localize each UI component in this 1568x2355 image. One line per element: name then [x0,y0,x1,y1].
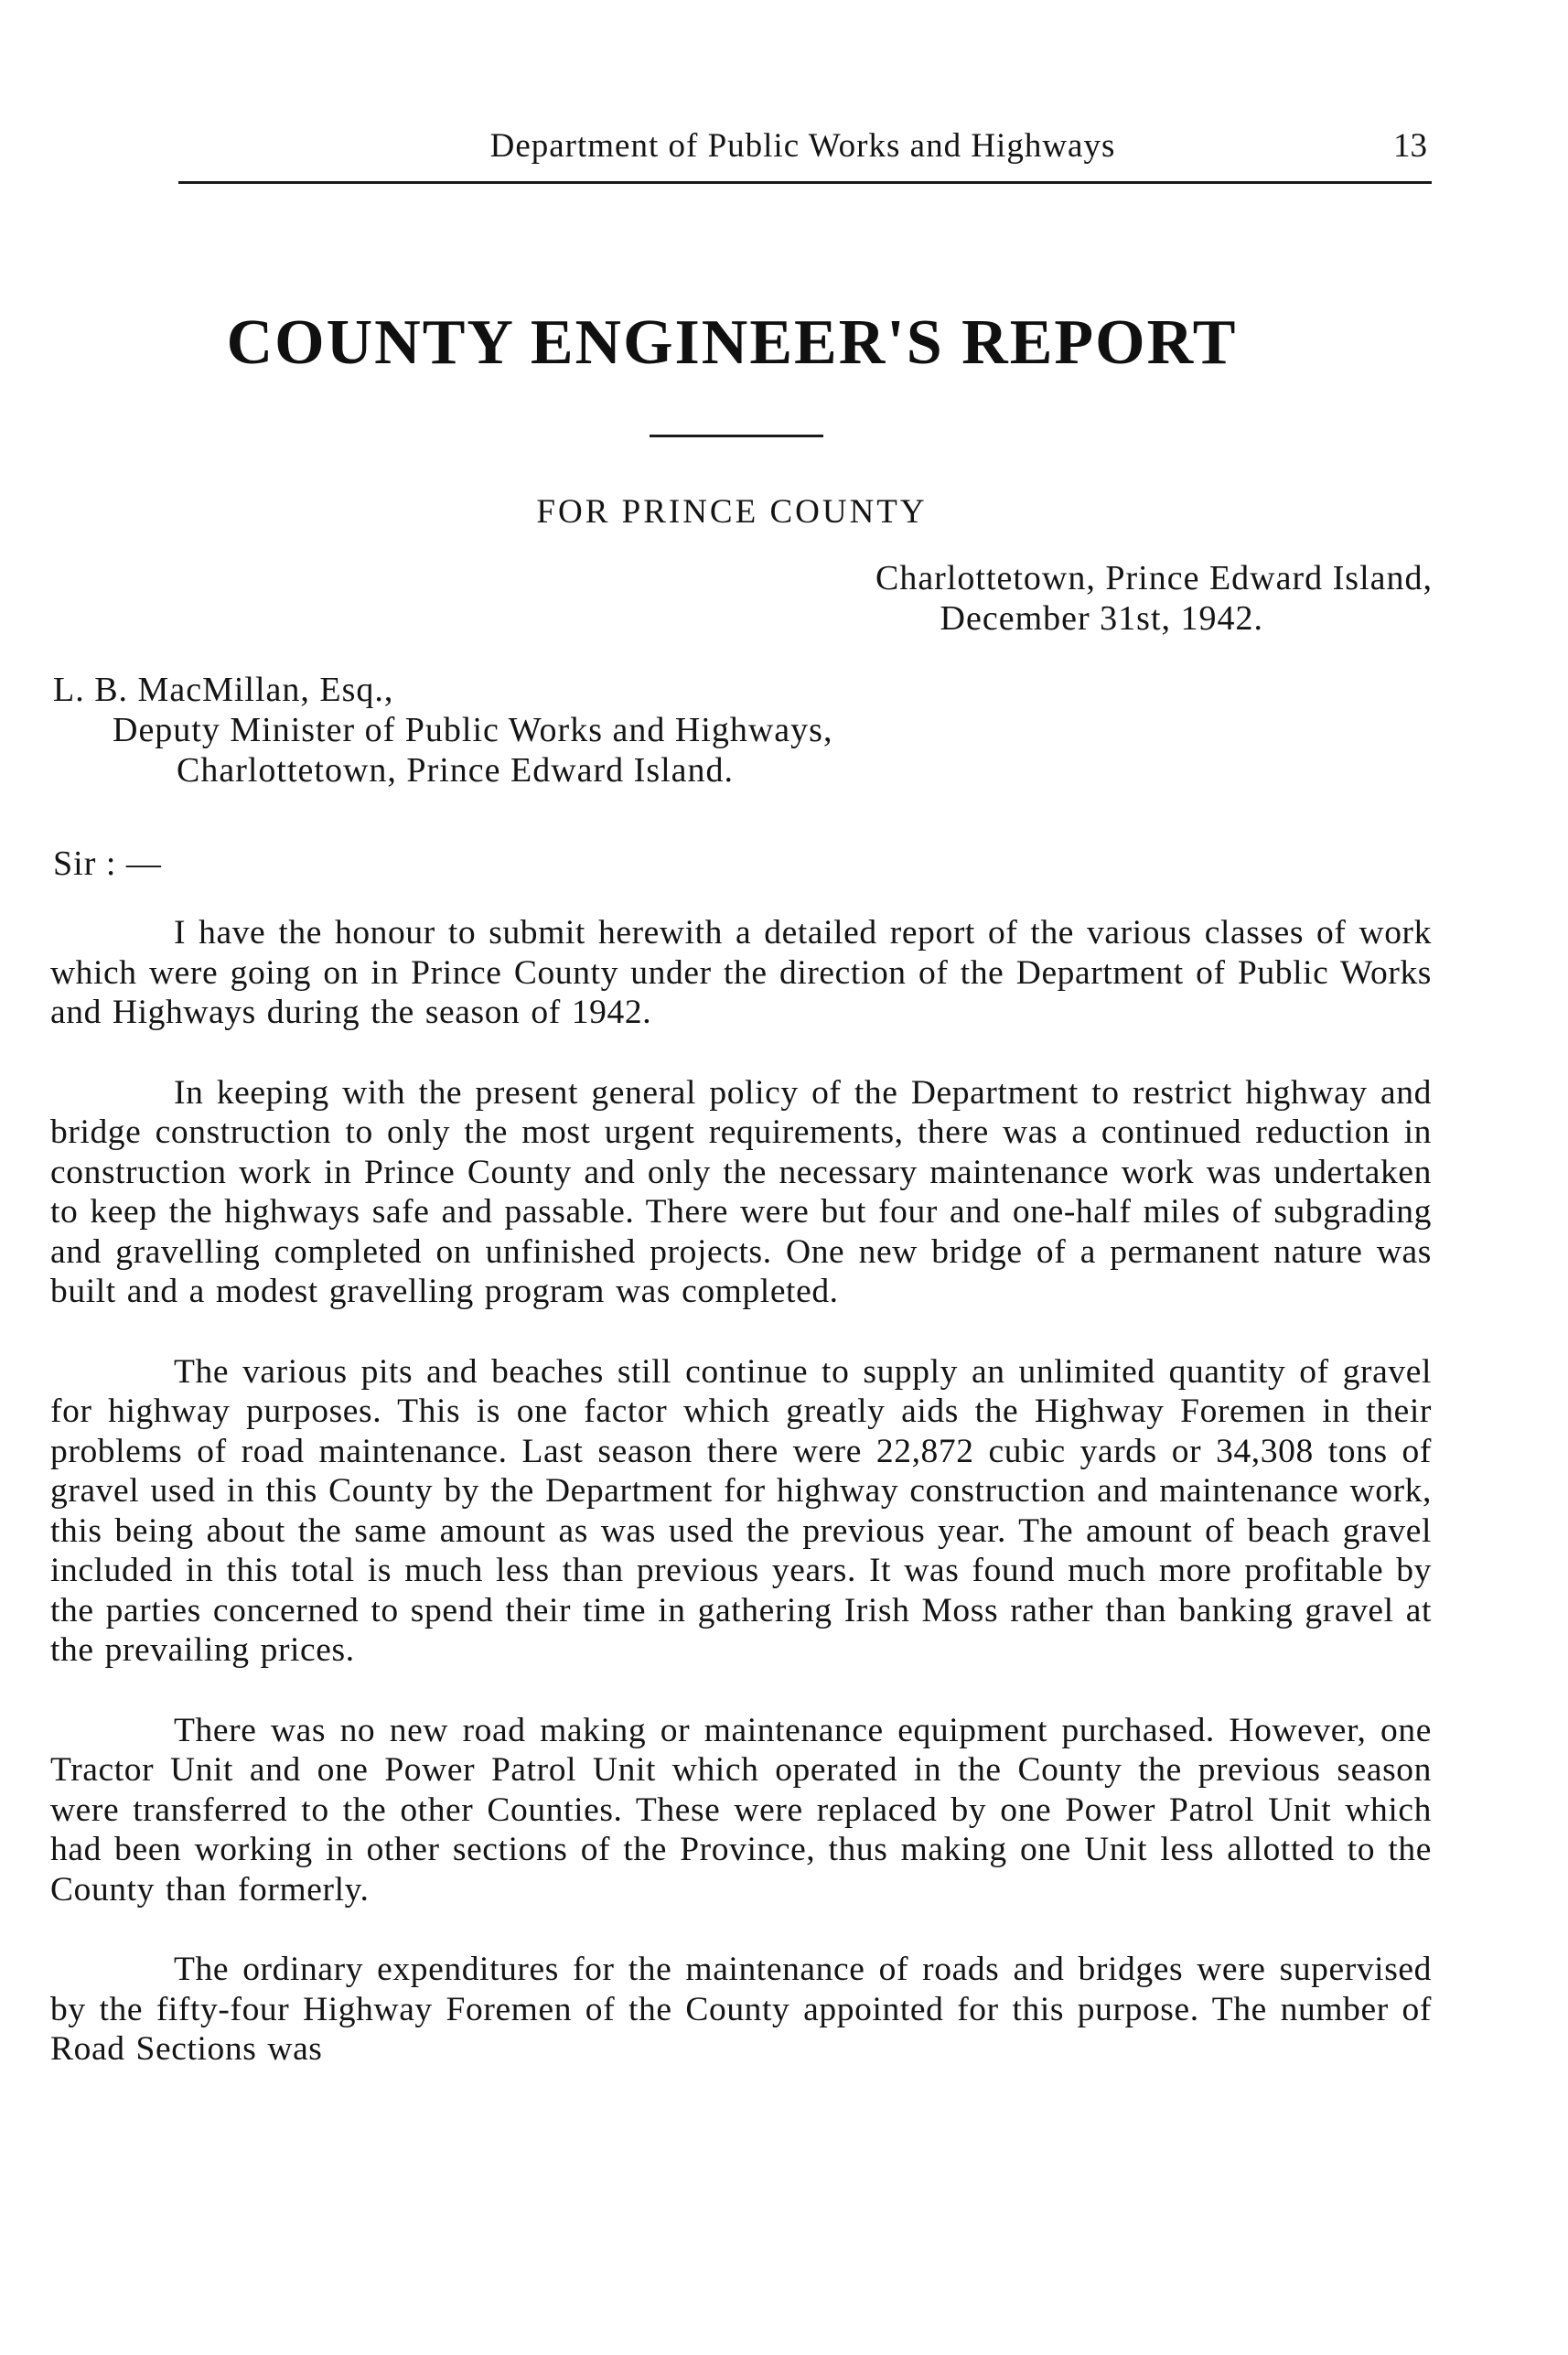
report-body [50,913,1432,2070]
page-number: 13 [1393,127,1427,165]
report-subtitle: FOR PRINCE COUNTY [536,493,928,531]
report-title: COUNTY ENGINEER'S REPORT [226,307,1238,378]
body-paragraph-3: The various pits and beaches still continue to supply an unlimited quantity of gravel for highway purposes. This is one factor which greatly aids the Highway Foremen in their problems of road maintenance. Last season there were 22,872 cubic yards or 34,308 tons of gravel used in this County by the Department for highway construction and maintenance work, this being about the same amount as was used the previous year. The amount of beach gravel included in this total is much less than previous years. It was found much more profitable by the parties concerned to spend their time in gathering Irish Moss rather than banking gravel at the prevailing prices. [50,1352,1432,1669]
addressee-position: Deputy Minister of Public Works and Highways, [113,711,833,749]
body-paragraph-5: The ordinary expenditures for the maintenance of roads and bridges were supervised by the fifty-four Highway Foremen of the County appointed for this purpose. The number of Road Sections was [50,1951,1432,2068]
addressee-name: L. B. MacMillan, Esq., [53,671,394,709]
dateline-date: December 31st, 1942. [940,599,1263,638]
running-title: Department of Public Works and Highways [489,127,1116,165]
addressee-address: Charlottetown, Prince Edward Island. [177,751,735,790]
body-paragraph-4: There was no new road making or maintenance equipment purchased. However, one Tractor Unit and one Power Patrol Unit which operated in the County the previous season were transferred to the other Counties. These were replaced by one Power Patrol Unit which had been working in other sections of the Province, thus making one Unit less allotted to the County than formerly. [50,1711,1432,1909]
addressee-block [53,670,832,790]
title-rule [650,435,823,437]
dateline [875,558,1433,639]
body-paragraph-2: In keeping with the present general policy of the Department to restrict highway and bridge construction to only the most urgent requirements, there was a continued reduction in construction work in Prince County and only the necessary maintenance work was undertaken to keep the highways safe and passable. There were but four and one-half miles of subgrading and gravelling completed on unfinished projects. One new bridge of a permanent nature was built and a modest gravelling program was completed. [50,1073,1432,1310]
dateline-place: Charlottetown, Prince Edward Island, [875,559,1433,597]
salutation: Sir : — [53,844,162,883]
running-header [178,126,1427,181]
header-rule [178,181,1432,184]
body-paragraph-1: I have the honour to submit herewith a detailed report of the various classes of work which were going on in Prince County under the direction of the Department of Public Works and Highways during the season of 1942. [50,914,1432,1031]
